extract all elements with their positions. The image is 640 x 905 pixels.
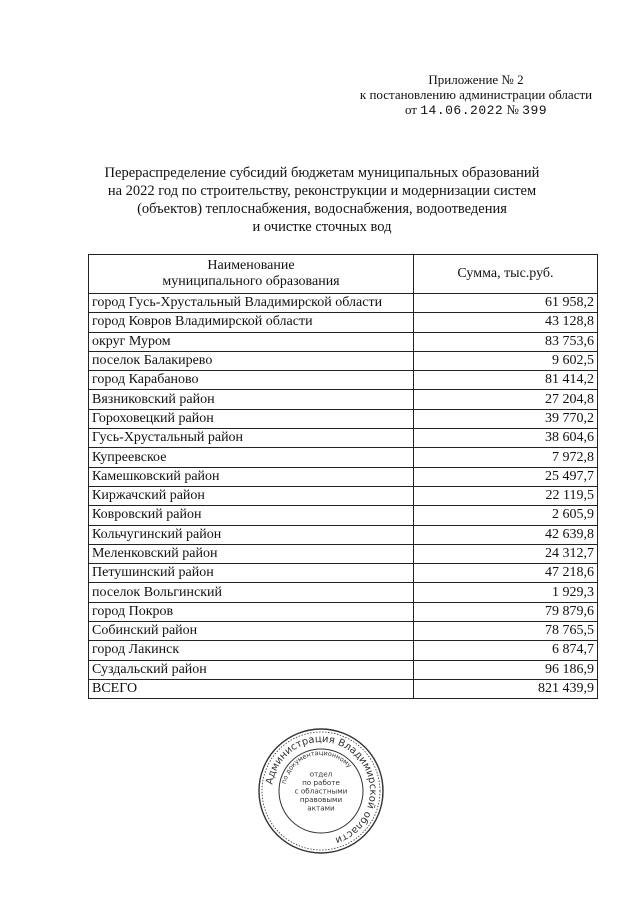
municipality-name: Ковровский район bbox=[89, 506, 414, 525]
table-row bbox=[89, 332, 598, 351]
subsidy-amount: 79 879,6 bbox=[414, 602, 598, 621]
table-row bbox=[89, 371, 598, 390]
seal-center-text bbox=[295, 770, 348, 813]
municipality-name: Меленковский район bbox=[89, 544, 414, 563]
total-label: ВСЕГО bbox=[89, 679, 414, 698]
table-row bbox=[89, 390, 598, 409]
appendix-number: 399 bbox=[522, 103, 548, 118]
municipality-name: Вязниковский район bbox=[89, 390, 414, 409]
appendix-number-label: № bbox=[506, 102, 519, 117]
subsidy-amount: 61 958,2 bbox=[414, 294, 598, 313]
subsidy-amount: 38 604,6 bbox=[414, 429, 598, 448]
appendix-date-line bbox=[356, 102, 596, 118]
seal-ring-text: Администрация Владимирской области bbox=[264, 733, 379, 846]
subsidy-table bbox=[88, 254, 598, 699]
municipality-name: поселок Вольгинский bbox=[89, 583, 414, 602]
municipality-name: Гороховецкий район bbox=[89, 409, 414, 428]
seal-inner-arc-text: по документационному bbox=[279, 748, 354, 785]
municipality-name: Купреевское bbox=[89, 448, 414, 467]
table-body bbox=[89, 294, 598, 699]
subsidy-amount: 43 128,8 bbox=[414, 313, 598, 332]
appendix-subtitle: к постановлению администрации области bbox=[359, 87, 593, 102]
subsidy-amount: 25 497,7 bbox=[414, 467, 598, 486]
total-row bbox=[89, 679, 598, 698]
subsidy-amount: 96 186,9 bbox=[414, 660, 598, 679]
subsidy-amount: 27 204,8 bbox=[414, 390, 598, 409]
municipality-name: город Карабаново bbox=[89, 371, 414, 390]
subsidy-amount: 81 414,2 bbox=[414, 371, 598, 390]
subsidy-amount: 1 929,3 bbox=[414, 583, 598, 602]
column-header-name bbox=[89, 255, 414, 294]
seal-center-line: с областными bbox=[294, 786, 348, 796]
table-row bbox=[89, 486, 598, 505]
municipality-name: город Покров bbox=[89, 602, 414, 621]
seal-center-line: правовыми bbox=[299, 795, 343, 804]
table-row bbox=[89, 506, 598, 525]
subsidy-amount: 42 639,8 bbox=[414, 525, 598, 544]
municipality-name: Гусь-Хрустальный район bbox=[89, 429, 414, 448]
table-row bbox=[89, 448, 598, 467]
title-line: на 2022 год по строительству, реконструкции и модернизации систем bbox=[107, 183, 537, 199]
column-header-sum: Сумма, тыс.руб. bbox=[414, 255, 598, 294]
appendix-date-prefix: от bbox=[404, 102, 417, 117]
municipality-name: город Ковров Владимирской области bbox=[89, 313, 414, 332]
appendix-date: 14.06.2022 bbox=[420, 103, 504, 118]
table-row bbox=[89, 622, 598, 641]
document-title bbox=[82, 164, 562, 236]
title-line: Перераспределение субсидий бюджетам муниципальных образований bbox=[104, 165, 540, 181]
column-header-name-line: Наименование bbox=[207, 258, 295, 273]
table-row bbox=[89, 525, 598, 544]
title-line: (объектов) теплоснабжения, водоснабжения, водоотведения bbox=[137, 201, 507, 217]
subsidy-amount: 47 218,6 bbox=[414, 564, 598, 583]
municipality-name: город Лакинск bbox=[89, 641, 414, 660]
subsidy-amount: 22 119,5 bbox=[414, 486, 598, 505]
seal-center-line: отдел bbox=[309, 769, 333, 779]
municipality-name: Камешковский район bbox=[89, 467, 414, 486]
table-header-row bbox=[89, 255, 598, 294]
table-row bbox=[89, 544, 598, 563]
table-row bbox=[89, 313, 598, 332]
table-row bbox=[89, 641, 598, 660]
table-row bbox=[89, 429, 598, 448]
appendix-title: Приложение № 2 bbox=[428, 72, 524, 87]
municipality-name: округ Муром bbox=[89, 332, 414, 351]
table-row bbox=[89, 602, 598, 621]
title-line: и очистке сточных вод bbox=[252, 219, 392, 235]
table-row bbox=[89, 351, 598, 370]
municipality-name: город Гусь-Хрустальный Владимирской области bbox=[89, 294, 414, 313]
municipality-name: Кольчугинский район bbox=[89, 525, 414, 544]
municipality-name: Суздальский район bbox=[89, 660, 414, 679]
subsidy-amount: 6 874,7 bbox=[414, 641, 598, 660]
table-row bbox=[89, 660, 598, 679]
municipality-name: Петушинский район bbox=[89, 564, 414, 583]
official-seal bbox=[256, 726, 386, 856]
total-amount: 821 439,9 bbox=[414, 679, 598, 698]
subsidy-amount: 78 765,5 bbox=[414, 622, 598, 641]
seal-center-line: актами bbox=[307, 803, 335, 813]
table-row bbox=[89, 583, 598, 602]
table-row bbox=[89, 564, 598, 583]
seal-center-line: по работе bbox=[302, 778, 340, 787]
subsidy-amount: 2 605,9 bbox=[414, 506, 598, 525]
table-row bbox=[89, 409, 598, 428]
municipality-name: поселок Балакирево bbox=[89, 351, 414, 370]
subsidy-amount: 83 753,6 bbox=[414, 332, 598, 351]
subsidy-amount: 39 770,2 bbox=[414, 409, 598, 428]
subsidy-amount: 9 602,5 bbox=[414, 351, 598, 370]
municipality-name: Киржачский район bbox=[89, 486, 414, 505]
municipality-name: Собинский район bbox=[89, 622, 414, 641]
subsidy-amount: 7 972,8 bbox=[414, 448, 598, 467]
table-row bbox=[89, 294, 598, 313]
table-row bbox=[89, 467, 598, 486]
subsidy-amount: 24 312,7 bbox=[414, 544, 598, 563]
column-header-name-line: муниципального образования bbox=[162, 274, 340, 289]
appendix-block bbox=[356, 72, 596, 118]
